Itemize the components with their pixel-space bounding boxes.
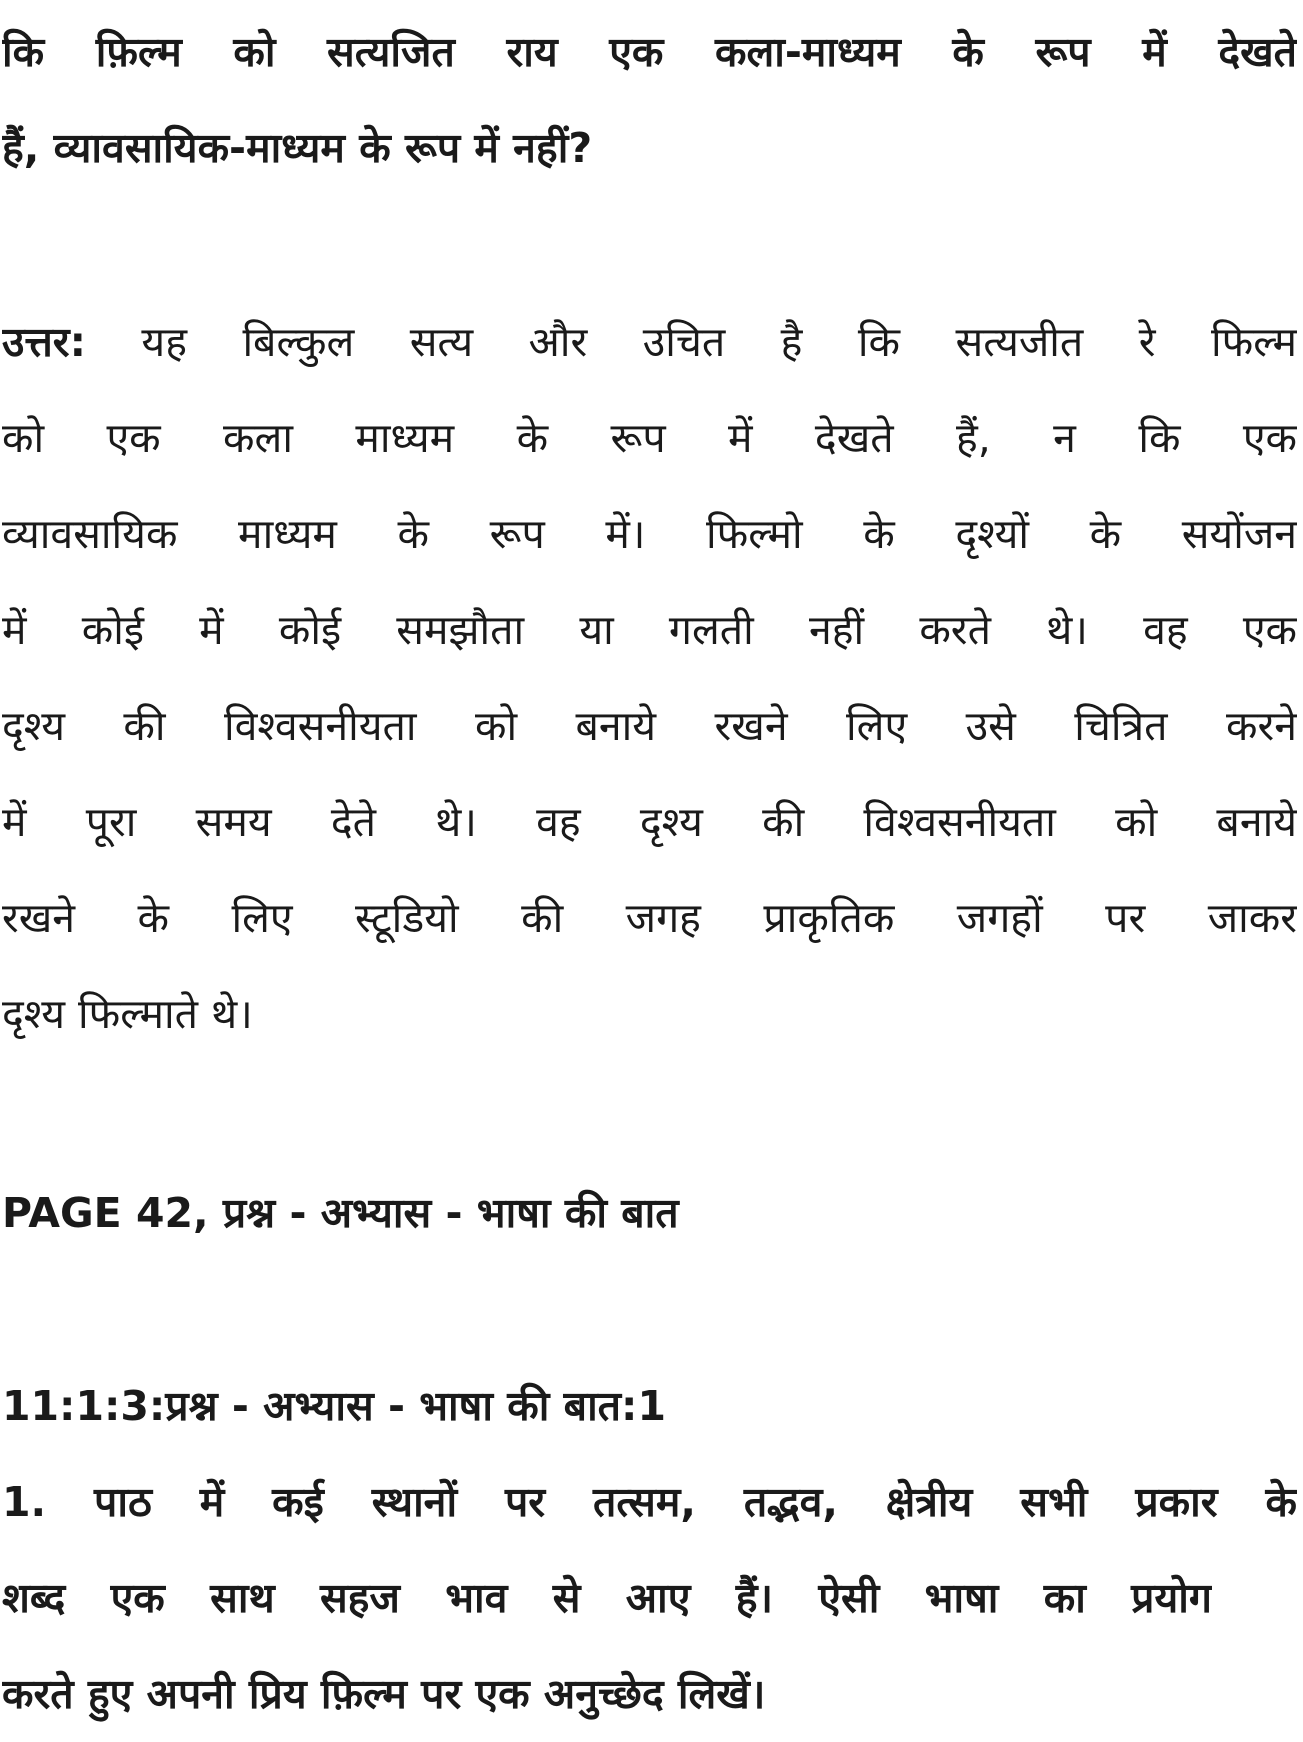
section-heading: 11:1:3:प्रश्न - अभ्यास - भाषा की बात:1 — [2, 1382, 666, 1430]
answer-line-1-text: यह बिल्कुल सत्य और उचित है कि सत्यजीत रे फिल्म — [85, 318, 1297, 366]
answer-line-6: में पूरा समय देते थे। वह दृश्य की विश्वसनीयता को बनाये — [2, 798, 1297, 846]
question-line-2: हैं, व्यावसायिक-माध्यम के रूप में नहीं? — [2, 124, 593, 172]
answer-line-5: दृश्य की विश्वसनीयता को बनाये रखने लिए उसे चित्रित करने — [2, 702, 1297, 750]
answer-label: उत्तर: — [2, 318, 86, 366]
answer-line-1 — [2, 294, 1297, 390]
answer-line-3: व्यावसायिक माध्यम के रूप में। फिल्मो के दृश्यों के सयोंजन — [2, 510, 1297, 558]
answer-line-4: में कोई में कोई समझौता या गलती नहीं करते थे। वह एक — [2, 606, 1297, 654]
exercise-line-1: 1. पाठ में कई स्थानों पर तत्सम, तद्भव, क्षेत्रीय सभी प्रकार के — [2, 1478, 1297, 1526]
exercise-line-2: शब्द एक साथ सहज भाव से आए हैं। ऐसी भाषा का प्रयोग — [2, 1574, 1212, 1622]
answer-line-2: को एक कला माध्यम के रूप में देखते हैं, न कि एक — [2, 414, 1297, 462]
page-heading: PAGE 42, प्रश्न - अभ्यास - भाषा की बात — [2, 1189, 679, 1237]
answer-line-7: रखने के लिए स्टूडियो की जगह प्राकृतिक जगहों पर जाकर — [2, 894, 1297, 942]
exercise-line-3: करते हुए अपनी प्रिय फ़िल्म पर एक अनुच्छेद लिखें। — [2, 1670, 766, 1718]
question-line-1: कि फ़िल्म को सत्यजित राय एक कला-माध्यम के रूप में देखते — [2, 28, 1297, 76]
answer-line-8: दृश्य फिल्माते थे। — [2, 990, 253, 1038]
